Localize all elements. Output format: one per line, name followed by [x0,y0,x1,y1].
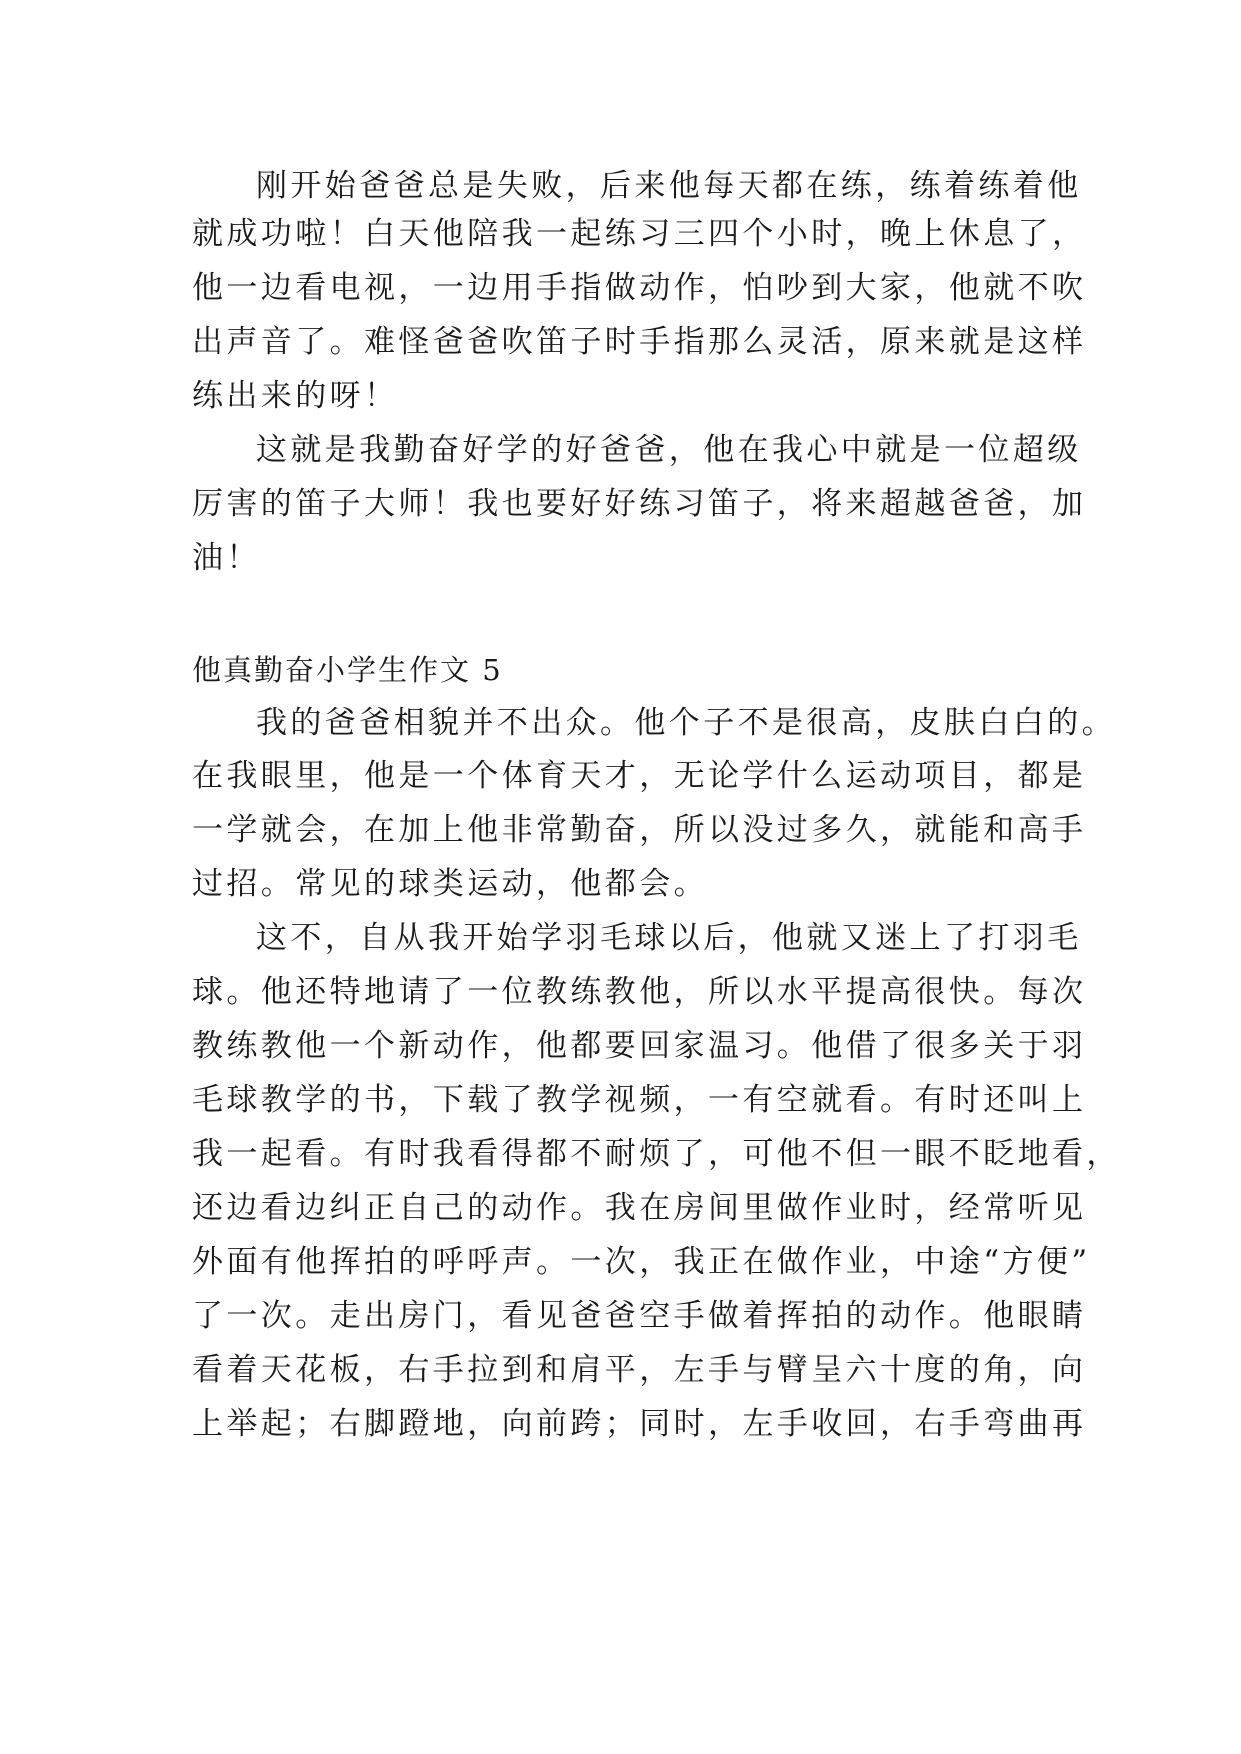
paragraph-line: 毛球教学的书，下载了教学视频，一有空就看。有时还叫上 [192,1082,1087,1118]
paragraph-line: 厉害的笛子大师！我也要好好练习笛子，将来超越爸爸，加 [192,486,1087,522]
paragraph-line: 就成功啦！白天他陪我一起练习三四个小时，晚上休息了， [192,216,1087,252]
paragraph-line: 练出来的呀！ [192,378,399,414]
paragraph-line: 我一起看。有时我看得都不耐烦了，可他不但一眼不眨地看， [192,1136,1121,1172]
paragraph-line: 上举起；右脚蹬地，向前跨；同时，左手收回，右手弯曲再 [192,1406,1087,1442]
paragraph-line: 教练教他一个新动作，他都要回家温习。他借了很多关于羽 [192,1028,1087,1064]
paragraph-line: 在我眼里，他是一个体育天才，无论学什么运动项目，都是 [192,758,1087,794]
paragraph-line: 过招。常见的球类运动，他都会。 [192,866,708,902]
paragraph-line: 油！ [192,540,261,576]
paragraph-line: 出声音了。难怪爸爸吹笛子时手指那么灵活，原来就是这样 [192,324,1087,360]
paragraph-line: 他一边看电视，一边用手指做动作，怕吵到大家，他就不吹 [192,270,1087,306]
paragraph-line: 一学就会，在加上他非常勤奋，所以没过多久，就能和高手 [192,812,1087,848]
paragraph-line: 看着天花板，右手拉到和肩平，左手与臂呈六十度的角，向 [192,1352,1087,1388]
paragraph-line: 这就是我勤奋好学的好爸爸，他在我心中就是一位超级 [256,432,1082,468]
paragraph-line: 外面有他挥拍的呼呼声。一次，我正在做作业，中途“方便” [192,1244,1091,1280]
paragraph-line: 球。他还特地请了一位教练教他，所以水平提高很快。每次 [192,974,1087,1010]
paragraph-line: 刚开始爸爸总是失败，后来他每天都在练，练着练着他 [256,168,1082,204]
paragraph-line: 了一次。走出房门，看见爸爸空手做着挥拍的动作。他眼睛 [192,1298,1087,1334]
paragraph-line: 还边看边纠正自己的动作。我在房间里做作业时，经常听见 [192,1190,1087,1226]
paragraph-line: 我的爸爸相貌并不出众。他个子不是很高，皮肤白白的。 [256,705,1116,741]
paragraph-line: 这不，自从我开始学羽毛球以后，他就又迷上了打羽毛 [256,920,1082,956]
essay-title: 他真勤奋小学生作文 5 [192,653,503,687]
